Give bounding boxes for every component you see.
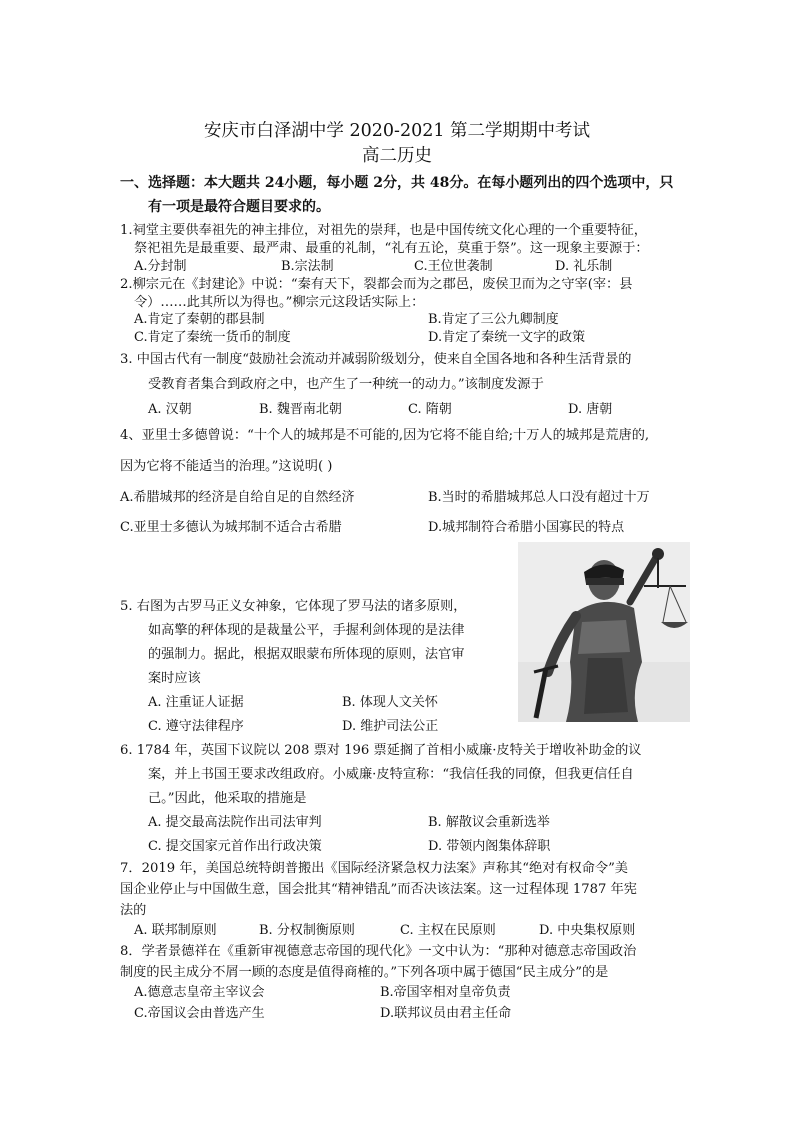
option-c: C. 遵守法律程序 — [148, 719, 244, 734]
option-b: B.宗法制 — [281, 259, 334, 274]
question-text: 己。”因此，他采取的措施是 — [148, 791, 307, 806]
option-b: B. 解散议会重新选举 — [428, 815, 550, 830]
option-c: C. 隋朝 — [408, 402, 452, 417]
question-text: 6. 1784 年，英国下议院以 208 票对 196 票延搁了首相小威廉·皮特关于增收补助金的议 — [120, 743, 642, 758]
option-a: A.肯定了秦朝的郡县制 — [134, 312, 265, 327]
option-d: D.城邦制符合希腊小国寡民的特点 — [428, 520, 625, 535]
question-text: 因为它将不能适当的治理。”这说明( ) — [120, 459, 333, 474]
option-a: A. 汉朝 — [148, 402, 192, 417]
question-text: 的强制力。据此，根据双眼蒙布所体现的原则，法官审 — [148, 647, 465, 662]
option-d: D. 中央集权原则 — [539, 923, 636, 938]
option-d: D.联邦议员由君主任命 — [380, 1006, 512, 1021]
option-d: D. 唐朝 — [568, 402, 613, 417]
section-heading-line2: 有一项是最符合题目要求的。 — [148, 199, 330, 215]
question-text: 令）……此其所以为得也。”柳宗元这段话实际上： — [134, 295, 425, 310]
option-d: D. 带领内阁集体辞职 — [428, 839, 551, 854]
question-text: 如高擎的秤体现的是裁量公平，手握利剑体现的是法律 — [148, 623, 465, 638]
question-text: 8．学者景德祥在《重新审视德意志帝国的现代化》一文中认为：“那种对德意志帝国政治 — [120, 944, 637, 959]
justice-statue-illustration — [518, 542, 690, 722]
subject-title: 高二历史 — [362, 146, 432, 166]
option-a: A. 提交最高法院作出司法审判 — [148, 815, 322, 830]
option-b: B.帝国宰相对皇帝负责 — [380, 985, 511, 1000]
question-text: 祭祀祖先是最重要、最严肃、最重的礼制，“礼有五论，莫重于祭”。这一现象主要源于： — [134, 241, 649, 256]
option-a: A. 联邦制原则 — [134, 923, 217, 938]
option-c: C.帝国议会由普选产生 — [134, 1006, 265, 1021]
option-d: D. 维护司法公正 — [342, 719, 439, 734]
option-b: B. 分权制衡原则 — [259, 923, 355, 938]
question-text: 制度的民主成分不屑一顾的态度是值得商榷的。”下列各项中属于德国“民主成分”的是 — [120, 965, 609, 980]
question-text: 案，并上书国王要求改组政府。小威廉·皮特宣称：“我信任我的同僚，但我更信任自 — [148, 767, 634, 782]
option-a: A.分封制 — [134, 259, 187, 274]
option-a: A. 注重证人证据 — [148, 695, 244, 710]
exam-title: 安庆市白泽湖中学 2020-2021 第二学期期中考试 — [203, 121, 591, 141]
question-text: 法的 — [120, 903, 147, 918]
justice-statue-image — [518, 542, 690, 722]
question-text: 受教育者集合到政府之中，也产生了一种统一的动力。”该制度发源于 — [148, 377, 544, 392]
option-a: A.希腊城邦的经济是自给自足的自然经济 — [120, 490, 355, 505]
option-c: C. 提交国家元首作出行政决策 — [148, 839, 322, 854]
option-d: D.肯定了秦统一文字的政策 — [428, 330, 586, 345]
option-c: C.王位世袭制 — [414, 259, 493, 274]
option-c: C. 主权在民原则 — [400, 923, 496, 938]
option-c: C.亚里士多德认为城邦制不适合古希腊 — [120, 520, 342, 535]
question-text: 1.祠堂主要供奉祖先的神主排位，对祖先的崇拜，也是中国传统文化心理的一个重要特征， — [120, 223, 647, 238]
option-a: A.德意志皇帝主宰议会 — [134, 985, 265, 1000]
option-b: B. 魏晋南北朝 — [259, 402, 342, 417]
option-b: B.肯定了三公九卿制度 — [428, 312, 559, 327]
option-b: B. 体现人文关怀 — [342, 695, 438, 710]
question-text: 3. 中国古代有一制度“鼓励社会流动并减弱阶级划分，使来自全国各地和各种生活背景的 — [120, 352, 632, 367]
option-b: B.当时的希腊城邦总人口没有超过十万 — [428, 490, 650, 505]
question-text: 7．2019 年，美国总统特朗普搬出《国际经济紧急权力法案》声称其“绝对有权命令”美 — [120, 861, 628, 876]
section-heading-line1: 一、选择题：本大题共 24小题，每小题 2分，共 48分。在每小题列出的四个选项中，只 — [120, 175, 674, 191]
option-c: C.肯定了秦统一货币的制度 — [134, 330, 291, 345]
question-text: 案时应该 — [148, 671, 201, 686]
question-text: 5. 右图为古罗马正义女神象，它体现了罗马法的诸多原则， — [120, 599, 467, 614]
question-text: 4、亚里士多德曾说：“十个人的城邦是不可能的,因为它将不能自给;十万人的城邦是荒唐的, — [120, 428, 650, 443]
question-text: 2.柳宗元在《封建论》中说：“秦有天下，裂都会而为之郡邑，废侯卫而为之守宰(宰：县 — [120, 277, 633, 292]
question-text: 国企业停止与中国做生意，国会批其“精神错乱”而否决该法案。这一过程体现 1787 年宪 — [120, 882, 637, 897]
option-d: D. 礼乐制 — [555, 259, 613, 274]
